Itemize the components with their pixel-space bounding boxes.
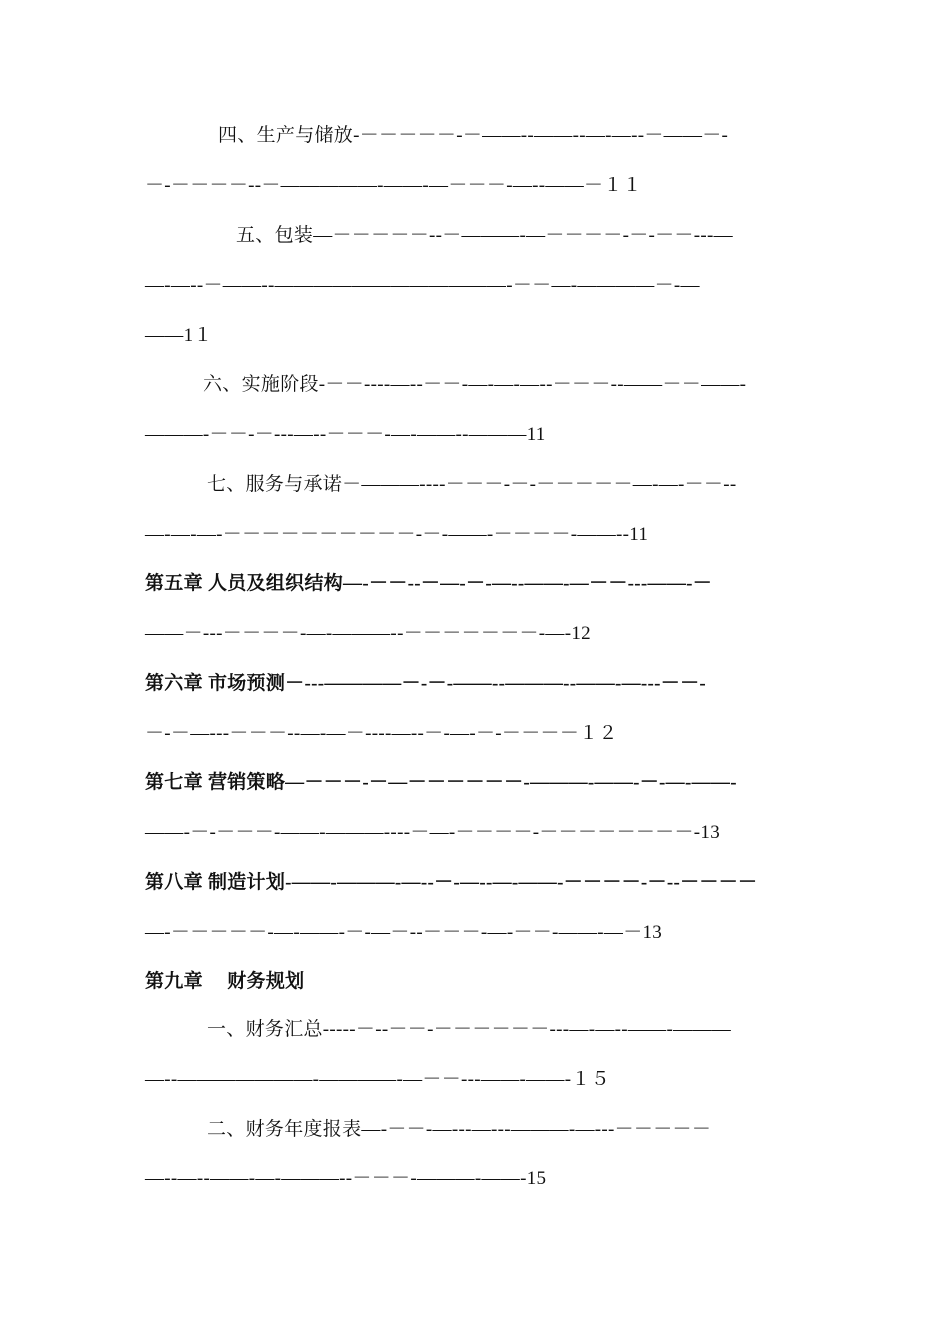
toc-chapter-5[interactable]: 第五章 人员及组织结构—-－－--－—-－-—--——-—－－---——-－	[145, 573, 713, 594]
toc-entry-implementation[interactable]: 六、实施阶段-－－----—--－－-—-—-—--－－－--——－－——-	[203, 374, 747, 395]
toc-entry-financial-summary-cont[interactable]: —--———————-————-—－－---——-——-１５	[145, 1069, 610, 1090]
toc-entry-service-cont[interactable]: —-—-—-－－－－－－－－－－-－-——-－－－－-——--11	[145, 524, 649, 545]
toc-chapter-9[interactable]: 第九章 财务规划	[145, 971, 305, 992]
toc-entry-annual-report[interactable]: 二、财务年度报表—-－－-—---—---———-—---－－－－－	[207, 1119, 712, 1140]
toc-chapter-8[interactable]: 第八章 制造计划-——-———-—--－-—--—-——-－－－－-－--－－－－	[145, 872, 758, 893]
toc-entry-packaging-page[interactable]: ——1１	[145, 325, 213, 346]
toc-chapter-6-cont[interactable]: －-－—---－－－--—-—－----—--－-—-－-－－－－１２	[145, 723, 618, 744]
toc-entry-annual-report-cont[interactable]: —--—--——-—-———--－－－-———-——-15	[145, 1168, 547, 1189]
toc-entry-production-storage[interactable]: 四、生产与储放-－－－－－-－——--——--—-—--－——－-	[218, 125, 729, 146]
toc-entry-financial-summary[interactable]: 一、财务汇总-----－--－－-－－－－－－---—-—--——-———	[207, 1019, 732, 1040]
toc-entry-production-storage-cont[interactable]: －-－－－－--－—————-——-—－－－-—--——－１１	[145, 175, 642, 196]
toc-entry-service[interactable]: 七、服务与承诺－———----－－－-－-－－－－－—-—-－－--	[207, 474, 737, 495]
toc-entry-implementation-cont[interactable]: ———-－－-－---—--－－－-—-——--———11	[145, 424, 546, 445]
toc-chapter-7-cont[interactable]: ——-－-－－－-——-———----－—-－－－－-－－－－－－－－-13	[145, 822, 720, 843]
toc-chapter-8-cont[interactable]: —-－－－－－-—-——-－-—－--－－－-—-－－-——-—－13	[145, 922, 663, 943]
toc-chapter-5-cont[interactable]: ——－---－－－－-—-———--－－－－－－－-—-12	[145, 623, 591, 644]
toc-chapter-6[interactable]: 第六章 市场预测－---————－-－-——--———--——-—---－－-	[145, 673, 707, 694]
toc-entry-packaging[interactable]: 五、包装—－－－－－--－———-—－－－－-－-－－---—	[236, 225, 733, 246]
toc-entry-packaging-cont[interactable]: —-—--－——--————————————-－－—-————－-—	[145, 275, 700, 296]
toc-chapter-7[interactable]: 第七章 营销策略—－－－-－—－－－－－－-———-——-－-—-——-	[145, 772, 737, 793]
